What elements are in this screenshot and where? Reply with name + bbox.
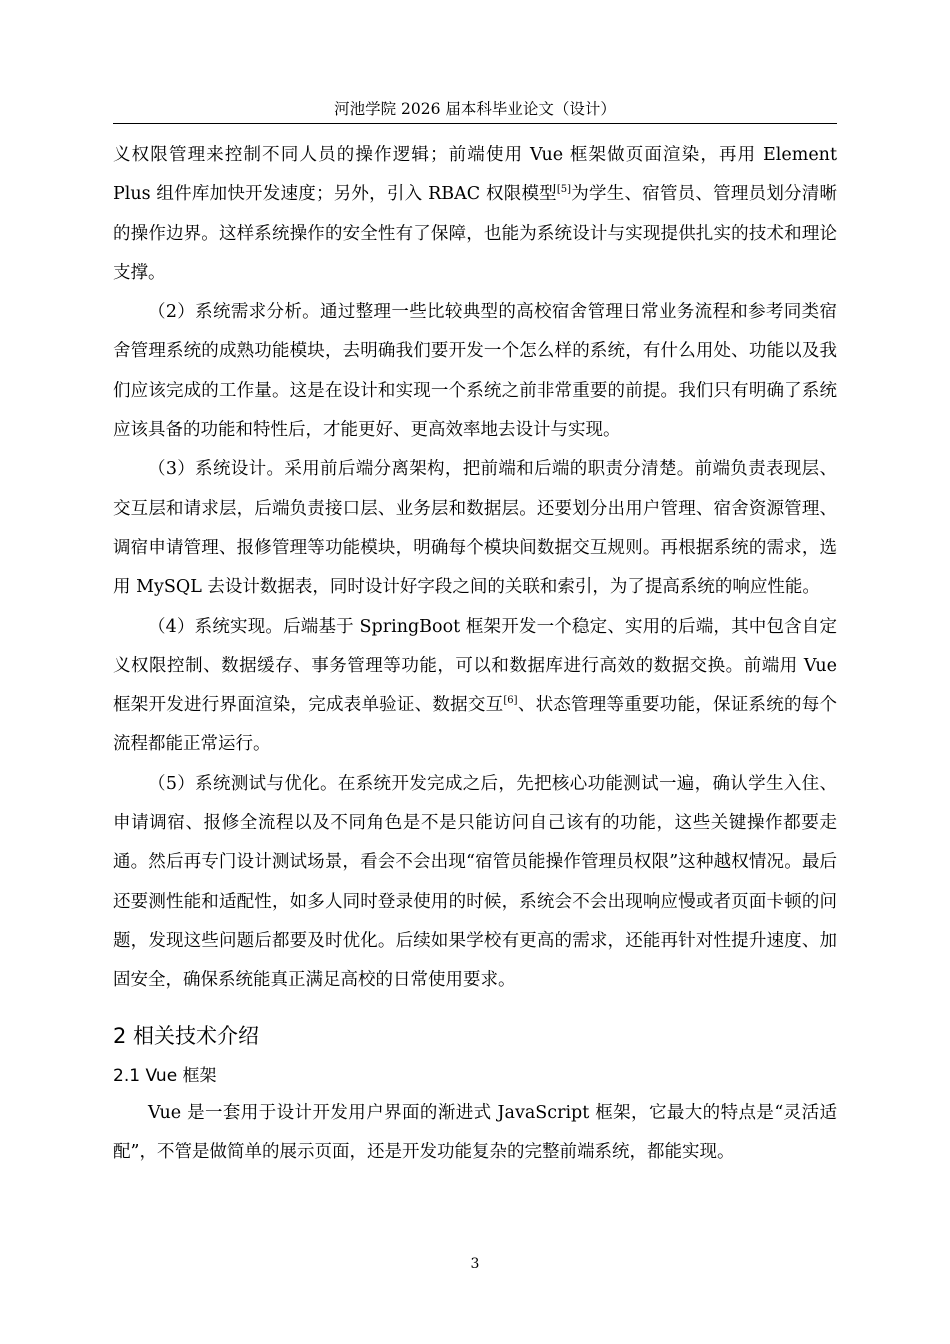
page-number: 3 <box>470 1256 480 1272</box>
paragraph-text: 、状态管理等重要功能，保证系统的每个流程都能正常运行。 <box>113 695 837 755</box>
paragraph-testing-optimization: （5）系统测试与优化。在系统开发完成之后，先把核心功能测试一遍，确认学生入住、申请调宿、报修全流程以及不同角色是不是只能访问自己该有的功能，这些关键操作都要走通。然后再专门设计测试场景，看会不会出现“宿管员能操作管理员权限”这种越权情况。最后还要测性能和适配性，如多人同时登录使用的时候，系统会不会出现响应慢或者页面卡顿的问题，发现这些问题后都要及时优化。后续如果学校有更高的需求，还能再针对性提升速度、加固安全，确保系统能真正满足高校的日常使用要求。 <box>113 773 837 991</box>
running-header: 河池学院 2026 届本科毕业论文（设计） <box>334 100 616 118</box>
body-text <box>113 136 837 1172</box>
paragraph-requirements-analysis: （2）系统需求分析。通过整理一些比较典型的高校宿舍管理日常业务流程和参考同类宿舍管理系统的成熟功能模块，去明确我们要开发一个怎么样的系统，有什么用处、功能以及我们应该完成的工作量。这是在设计和实现一个系统之前非常重要的前提。我们只有明确了系统应该具备的功能和特性后，才能更好、更高效率地去设计与实现。 <box>113 302 837 441</box>
paragraph-continued <box>113 136 837 293</box>
paragraph-text: 为学生、宿管员、管理员划分清晰的操作边界。这样系统操作的安全性有了保障，也能为系统设计与实现提供扎实的技术和理论支撑。 <box>113 184 838 283</box>
paragraph-vue-intro: Vue 是一套用于设计开发用户界面的渐进式 JavaScript 框架，它最大的特点是“灵活适配”，不管是做简单的展示页面，还是开发功能复杂的完整前端系统，都能实现。 <box>113 1102 837 1162</box>
paragraph-system-design: （3）系统设计。采用前后端分离架构，把前端和后端的职责分清楚。前端负责表现层、交互层和请求层，后端负责接口层、业务层和数据层。还要划分出用户管理、宿舍资源管理、调宿申请管理、报修管理等功能模块，明确每个模块间数据交互规则。再根据系统的需求，选用 MySQL 去设计数据表，同时设计好字段之间的关联和索引，为了提高系统的响应性能。 <box>113 459 837 598</box>
header-rule <box>113 123 837 124</box>
paragraph-text: 义权限管理来控制不同人员的操作逻辑；前端使用 Vue 框架做页面渲染，再用 Element Plus 组件库加快开发速度；另外，引入 RBAC 权限模型 <box>113 145 837 205</box>
section-heading: 2 相关技术介绍 <box>113 1023 260 1048</box>
citation-ref: [6] <box>503 695 518 707</box>
paragraph-text: （4）系统实现。后端基于 SpringBoot 框架开发一个稳定、实用的后端，其中包含自定义权限控制、数据缓存、事务管理等功能，可以和数据库进行高效的数据交换。前端用 Vue 框架开发进行界面渲染，完成表单验证、数据交互 <box>113 616 837 716</box>
citation-ref: [5] <box>556 184 572 196</box>
paragraph-system-implementation <box>113 608 837 765</box>
subsection-heading: 2.1 Vue 框架 <box>113 1065 217 1086</box>
